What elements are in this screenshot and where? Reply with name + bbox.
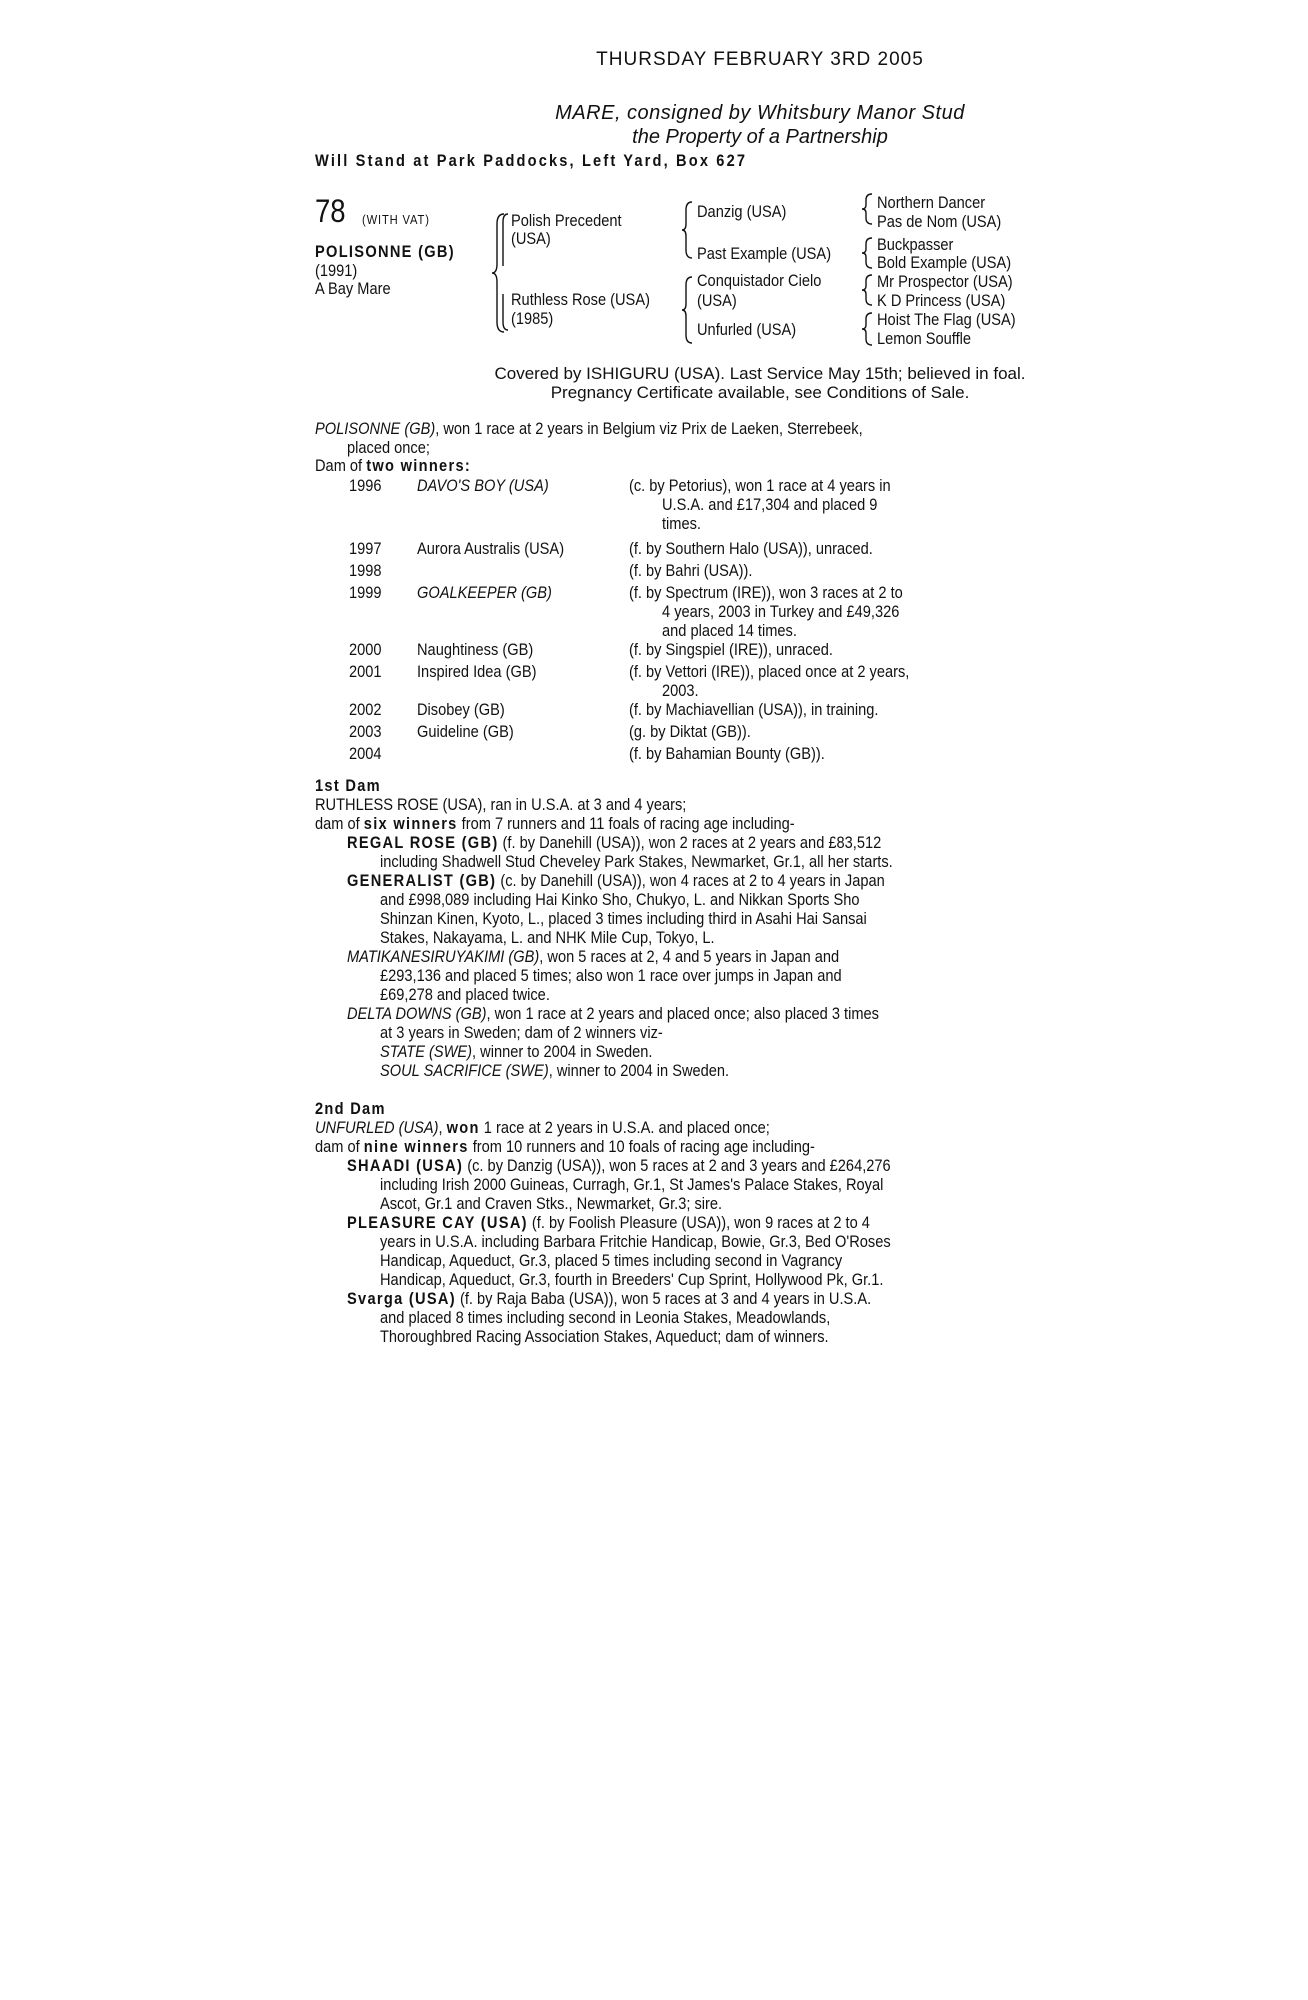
lot-title: MARE, consigned by Whitsbury Manor Stud [555, 102, 965, 124]
dam-of-line: Dam of two winners: [315, 456, 472, 475]
produce-detail-line: times. [662, 514, 701, 533]
produce-name: Aurora Australis (USA) [417, 539, 565, 558]
pedigree-brace-g3 [860, 273, 874, 307]
horse-year: (1991) [315, 261, 358, 280]
produce-detail-line: 4 years, 2003 in Turkey and £49,326 [662, 602, 900, 621]
ancestor-3: Buckpasser [877, 235, 954, 254]
produce-name: Guideline (GB) [417, 722, 514, 741]
sale-date: THURSDAY FEBRUARY 3RD 2005 [596, 49, 924, 70]
grandsire-2: Conquistador Cielo [697, 271, 822, 290]
produce-name: DAVO'S BOY (USA) [417, 476, 549, 495]
produce-year: 2000 [349, 640, 382, 659]
produce-name: GOALKEEPER (GB) [417, 583, 552, 602]
shaadi-line-1: SHAADI (USA) (c. by Danzig (USA)), won 5 races at 2 and 3 years and £264,276 [347, 1156, 891, 1175]
svarga-line-2: and placed 8 times including second in Leonia Stakes, Meadowlands, [380, 1308, 831, 1327]
second-dam-heading: 2nd Dam [315, 1099, 386, 1118]
soul-sacrifice-line: SOUL SACRIFICE (SWE), winner to 2004 in Sweden. [380, 1061, 730, 1080]
produce-detail-line: (f. by Southern Halo (USA)), unraced. [629, 539, 873, 558]
sire-country: (USA) [511, 229, 551, 248]
produce-detail-line: and placed 14 times. [662, 621, 797, 640]
ancestor-1: Northern Dancer [877, 193, 986, 212]
horse-name: POLISONNE (GB) [315, 242, 455, 261]
generalist-line-3: Shinzan Kinen, Kyoto, L., placed 3 times including third in Asahi Hai Sansai [380, 909, 867, 928]
mare-name: POLISONNE (GB) [315, 419, 436, 438]
produce-year: 1997 [349, 539, 382, 558]
covered-line: Covered by ISHIGURU (USA). Last Service May 15th; believed in foal. [494, 364, 1026, 383]
produce-detail-line: (f. by Spectrum (IRE)), won 3 races at 2 to [629, 583, 903, 602]
first-dam-line-1: RUTHLESS ROSE (USA), ran in U.S.A. at 3 and 4 years; [315, 795, 687, 814]
sire-name: Polish Precedent [511, 211, 622, 230]
stand-line: Will Stand at Park Paddocks, Left Yard, Box 627 [315, 151, 748, 170]
produce-name: Naughtiness (GB) [417, 640, 534, 659]
svarga-line-1: Svarga (USA) (f. by Raja Baba (USA)), won 5 races at 3 and 4 years in U.S.A. [347, 1289, 872, 1308]
produce-detail-line: (c. by Petorius), won 1 race at 4 years in [629, 476, 891, 495]
produce-year: 2003 [349, 722, 382, 741]
granddam-2: Unfurled (USA) [697, 320, 797, 339]
lot-number: 78 [315, 193, 346, 229]
second-dam-line-2: dam of nine winners from 10 runners and 10 foals of racing age including- [315, 1137, 815, 1156]
delta-downs-line-1: DELTA DOWNS (GB), won 1 race at 2 years and placed once; also placed 3 times [347, 1004, 879, 1023]
generalist-line-2: and £998,089 including Hai Kinko Sho, Chukyo, L. and Nikkan Sports Sho [380, 890, 860, 909]
ancestor-5: Mr Prospector (USA) [877, 272, 1013, 291]
grandsire-2-country: (USA) [697, 291, 737, 310]
matikane-line-2: £293,136 and placed 5 times; also won 1 race over jumps in Japan and [380, 966, 842, 985]
produce-year: 1999 [349, 583, 382, 602]
state-line: STATE (SWE), winner to 2004 in Sweden. [380, 1042, 653, 1061]
pregnancy-line: Pregnancy Certificate available, see Conditions of Sale. [550, 383, 970, 402]
pedigree-brace-g2 [860, 236, 874, 270]
pedigree-brace-sire-parents [680, 200, 694, 260]
granddam-1: Past Example (USA) [697, 244, 832, 263]
produce-detail-line: (f. by Vettori (IRE)), placed once at 2 years, [629, 662, 910, 681]
produce-detail-line: 2003. [662, 681, 699, 700]
grandsire-1: Danzig (USA) [697, 202, 787, 221]
produce-detail-line: (f. by Machiavellian (USA)), in training. [629, 700, 879, 719]
matikane-line-1: MATIKANESIRUYAKIMI (GB), won 5 races at 2, 4 and 5 years in Japan and [347, 947, 840, 966]
ancestor-7: Hoist The Flag (USA) [877, 310, 1016, 329]
ancestor-6: K D Princess (USA) [877, 291, 1006, 310]
mare-record-line-1 [315, 419, 863, 438]
produce-year: 1998 [349, 561, 382, 580]
dam-name: Ruthless Rose (USA) [511, 290, 650, 309]
pleasure-cay-line-3: Handicap, Aqueduct, Gr.3, placed 5 times including second in Vagrancy [380, 1251, 843, 1270]
pedigree-brace-dam-parents [680, 275, 694, 345]
regal-rose-line-2: including Shadwell Stud Cheveley Park Stakes, Newmarket, Gr.1, all her starts. [380, 852, 893, 871]
ancestor-4: Bold Example (USA) [877, 253, 1012, 272]
regal-rose-line-1: REGAL ROSE (GB) (f. by Danehill (USA)), won 2 races at 2 years and £83,512 [347, 833, 882, 852]
horse-description: A Bay Mare [315, 279, 391, 298]
pleasure-cay-line-4: Handicap, Aqueduct, Gr.3, fourth in Breeders' Cup Sprint, Hollywood Pk, Gr.1. [380, 1270, 884, 1289]
ancestor-2: Pas de Nom (USA) [877, 212, 1002, 231]
produce-detail-line: (g. by Diktat (GB)). [629, 722, 751, 741]
pedigree-brace-sire [498, 212, 510, 268]
pedigree-brace-g4 [860, 311, 874, 347]
matikane-line-3: £69,278 and placed twice. [380, 985, 550, 1004]
generalist-line-4: Stakes, Nakayama, L. and NHK Mile Cup, Tokyo, L. [380, 928, 715, 947]
mare-record-line-2: placed once; [347, 438, 430, 457]
pedigree-brace-g1 [860, 192, 874, 226]
shaadi-line-3: Ascot, Gr.1 and Craven Stks., Newmarket, Gr.3; sire. [380, 1194, 723, 1213]
produce-name: Disobey (GB) [417, 700, 505, 719]
shaadi-line-2: including Irish 2000 Guineas, Curragh, Gr.1, St James's Palace Stakes, Royal [380, 1175, 884, 1194]
svarga-line-3: Thoroughbred Racing Association Stakes, Aqueduct; dam of winners. [380, 1327, 829, 1346]
property-line: the Property of a Partnership [632, 126, 888, 148]
produce-name: Inspired Idea (GB) [417, 662, 537, 681]
produce-detail-line: (f. by Singspiel (IRE)), unraced. [629, 640, 833, 659]
vat-label: (WITH VAT) [362, 212, 430, 227]
first-dam-line-2: dam of six winners from 7 runners and 11 foals of racing age including- [315, 814, 795, 833]
first-dam-heading: 1st Dam [315, 776, 381, 795]
mare-record-text: , won 1 race at 2 years in Belgium viz Prix de Laeken, Sterrebeek, [435, 419, 863, 438]
produce-detail-line: (f. by Bahri (USA)). [629, 561, 753, 580]
delta-downs-line-2: at 3 years in Sweden; dam of 2 winners viz- [380, 1023, 663, 1042]
produce-year: 2001 [349, 662, 382, 681]
pleasure-cay-line-1: PLEASURE CAY (USA) (f. by Foolish Pleasure (USA)), won 9 races at 2 to 4 [347, 1213, 870, 1232]
pleasure-cay-line-2: years in U.S.A. including Barbara Fritchie Handicap, Bowie, Gr.3, Bed O'Roses [380, 1232, 891, 1251]
dam-year: (1985) [511, 309, 554, 328]
ancestor-8: Lemon Souffle [877, 329, 972, 348]
pedigree-brace-dam [498, 292, 510, 332]
generalist-line-1: GENERALIST (GB) (c. by Danehill (USA)), won 4 races at 2 to 4 years in Japan [347, 871, 885, 890]
produce-year: 2002 [349, 700, 382, 719]
produce-year: 1996 [349, 476, 382, 495]
produce-detail-line: U.S.A. and £17,304 and placed 9 [662, 495, 878, 514]
second-dam-line-1: UNFURLED (USA), won 1 race at 2 years in U.S.A. and placed once; [315, 1118, 770, 1137]
produce-detail-line: (f. by Bahamian Bounty (GB)). [629, 744, 825, 763]
produce-year: 2004 [349, 744, 382, 763]
